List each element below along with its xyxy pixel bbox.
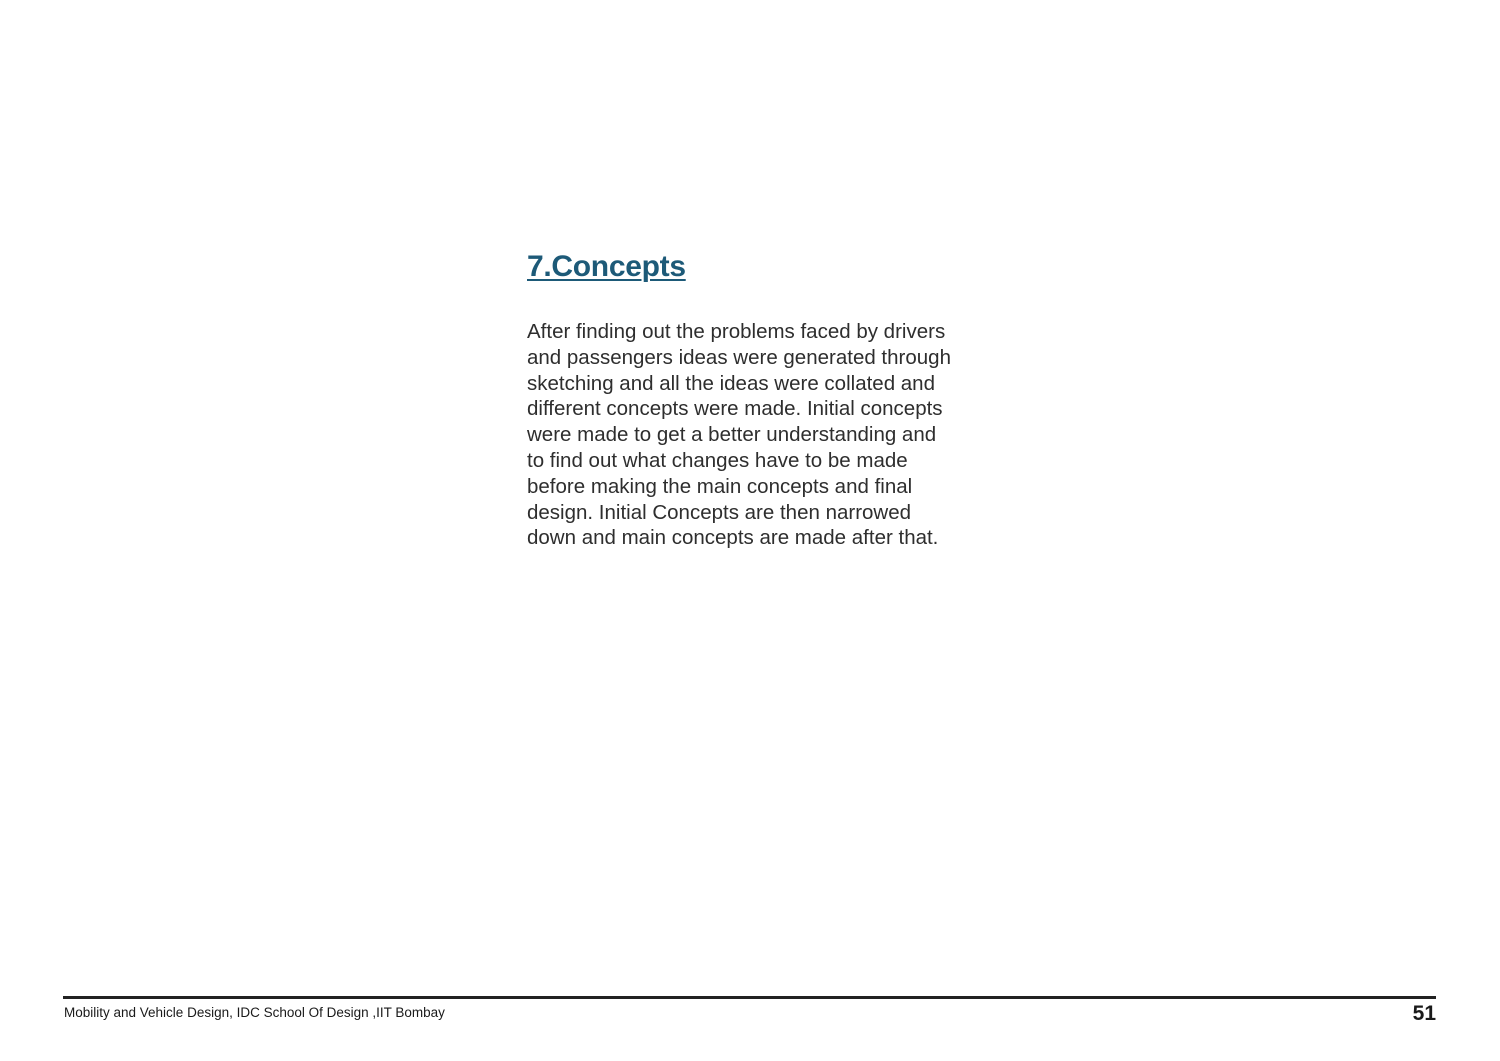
body-line: before making the main concepts and final (527, 474, 913, 498)
page-number: 51 (1412, 1002, 1436, 1025)
section-content (527, 248, 997, 551)
section-body (527, 319, 977, 551)
footer-divider (63, 996, 1436, 999)
body-line: and passengers ideas were generated through (527, 345, 951, 369)
body-line: were made to get a better understanding and (527, 423, 937, 447)
body-line: to find out what changes have to be made (527, 448, 908, 472)
footer-text: Mobility and Vehicle Design, IDC School Of Design ,IIT Bombay (64, 1005, 445, 1020)
body-line: After finding out the problems faced by drivers (527, 320, 946, 343)
body-line: down and main concepts are made after that. (527, 526, 939, 550)
body-line: sketching and all the ideas were collated and (527, 371, 935, 395)
body-line: different concepts were made. Initial concepts (527, 397, 943, 421)
body-line: design. Initial Concepts are then narrowed (527, 500, 912, 524)
section-title: 7.Concepts (527, 250, 686, 283)
